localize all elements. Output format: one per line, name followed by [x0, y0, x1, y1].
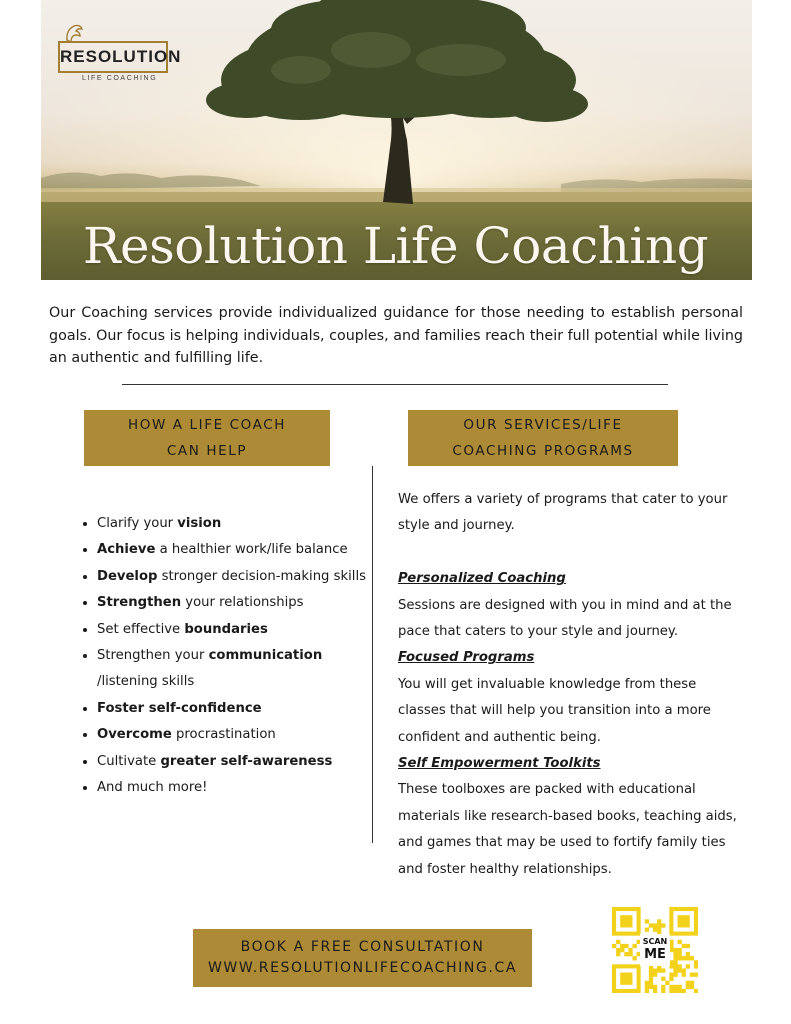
logo-wordmark: RESOLUTION [58, 41, 168, 73]
heading-line: OUR SERVICES/LIFE [463, 417, 623, 433]
program-title: Personalized Coaching [398, 571, 566, 587]
program-title: Focused Programs [398, 650, 535, 666]
program-description: These toolboxes are packed with educational materials like research-based books, teaching aids, and games that may be used to fortify family ties and foster healthy relationships. [398, 782, 737, 877]
list-item: • Foster self-confidence [97, 696, 377, 722]
list-item: • Set effective boundaries [97, 617, 377, 643]
heading-line: CAN HELP [166, 443, 248, 459]
list-item: • And much more! [97, 775, 377, 801]
logo-tagline: LIFE COACHING [82, 75, 158, 82]
horizontal-divider [122, 384, 668, 385]
qr-code[interactable] [612, 907, 698, 993]
intro-paragraph: Our Coaching services provide individualized guidance for those needing to establish personal goals. Our focus is helping individuals, couples, and families reach their full potential while living an authentic and fulfilling life. [49, 305, 743, 366]
services-column [398, 487, 738, 883]
heading-line: HOW A LIFE COACH [127, 417, 287, 433]
list-item: • Cultivate greater self-awareness [97, 749, 377, 775]
benefits-list [78, 511, 377, 801]
spacer [398, 540, 738, 566]
list-item: • Achieve a healthier work/life balance [97, 537, 377, 563]
program-description: You will get invaluable knowledge from these classes that will help you transition into a more confident and authentic being. [398, 676, 711, 745]
program-description: Sessions are designed with you in mind and at the pace that caters to your style and journey. [398, 597, 732, 640]
brand-logo [56, 22, 182, 86]
book-consultation-button[interactable] [193, 929, 532, 987]
list-item: • Clarify your vision [97, 511, 377, 537]
me-label: ME [644, 947, 666, 962]
services-programs-heading [408, 410, 678, 466]
website-link[interactable]: WWW.RESOLUTIONLIFECOACHING.CA [207, 960, 518, 976]
program-title: Self Empowerment Toolkits [398, 756, 601, 772]
list-item: • Develop stronger decision-making skills [97, 564, 377, 590]
scan-me-label [640, 934, 670, 966]
heading-line: COACHING PROGRAMS [452, 443, 634, 459]
scan-label: SCAN [642, 937, 668, 946]
services-intro: We offers a variety of programs that cater to your style and journey. [398, 492, 728, 534]
hero-title: Resolution Life Coaching [82, 217, 709, 275]
list-item: • Strengthen your relationships [97, 590, 377, 616]
list-item: • Overcome procrastination [97, 722, 377, 748]
how-coach-helps-heading [84, 410, 330, 466]
list-item: • Strengthen your communication /listening skills [97, 643, 377, 696]
cta-line: BOOK A FREE CONSULTATION [240, 939, 485, 955]
